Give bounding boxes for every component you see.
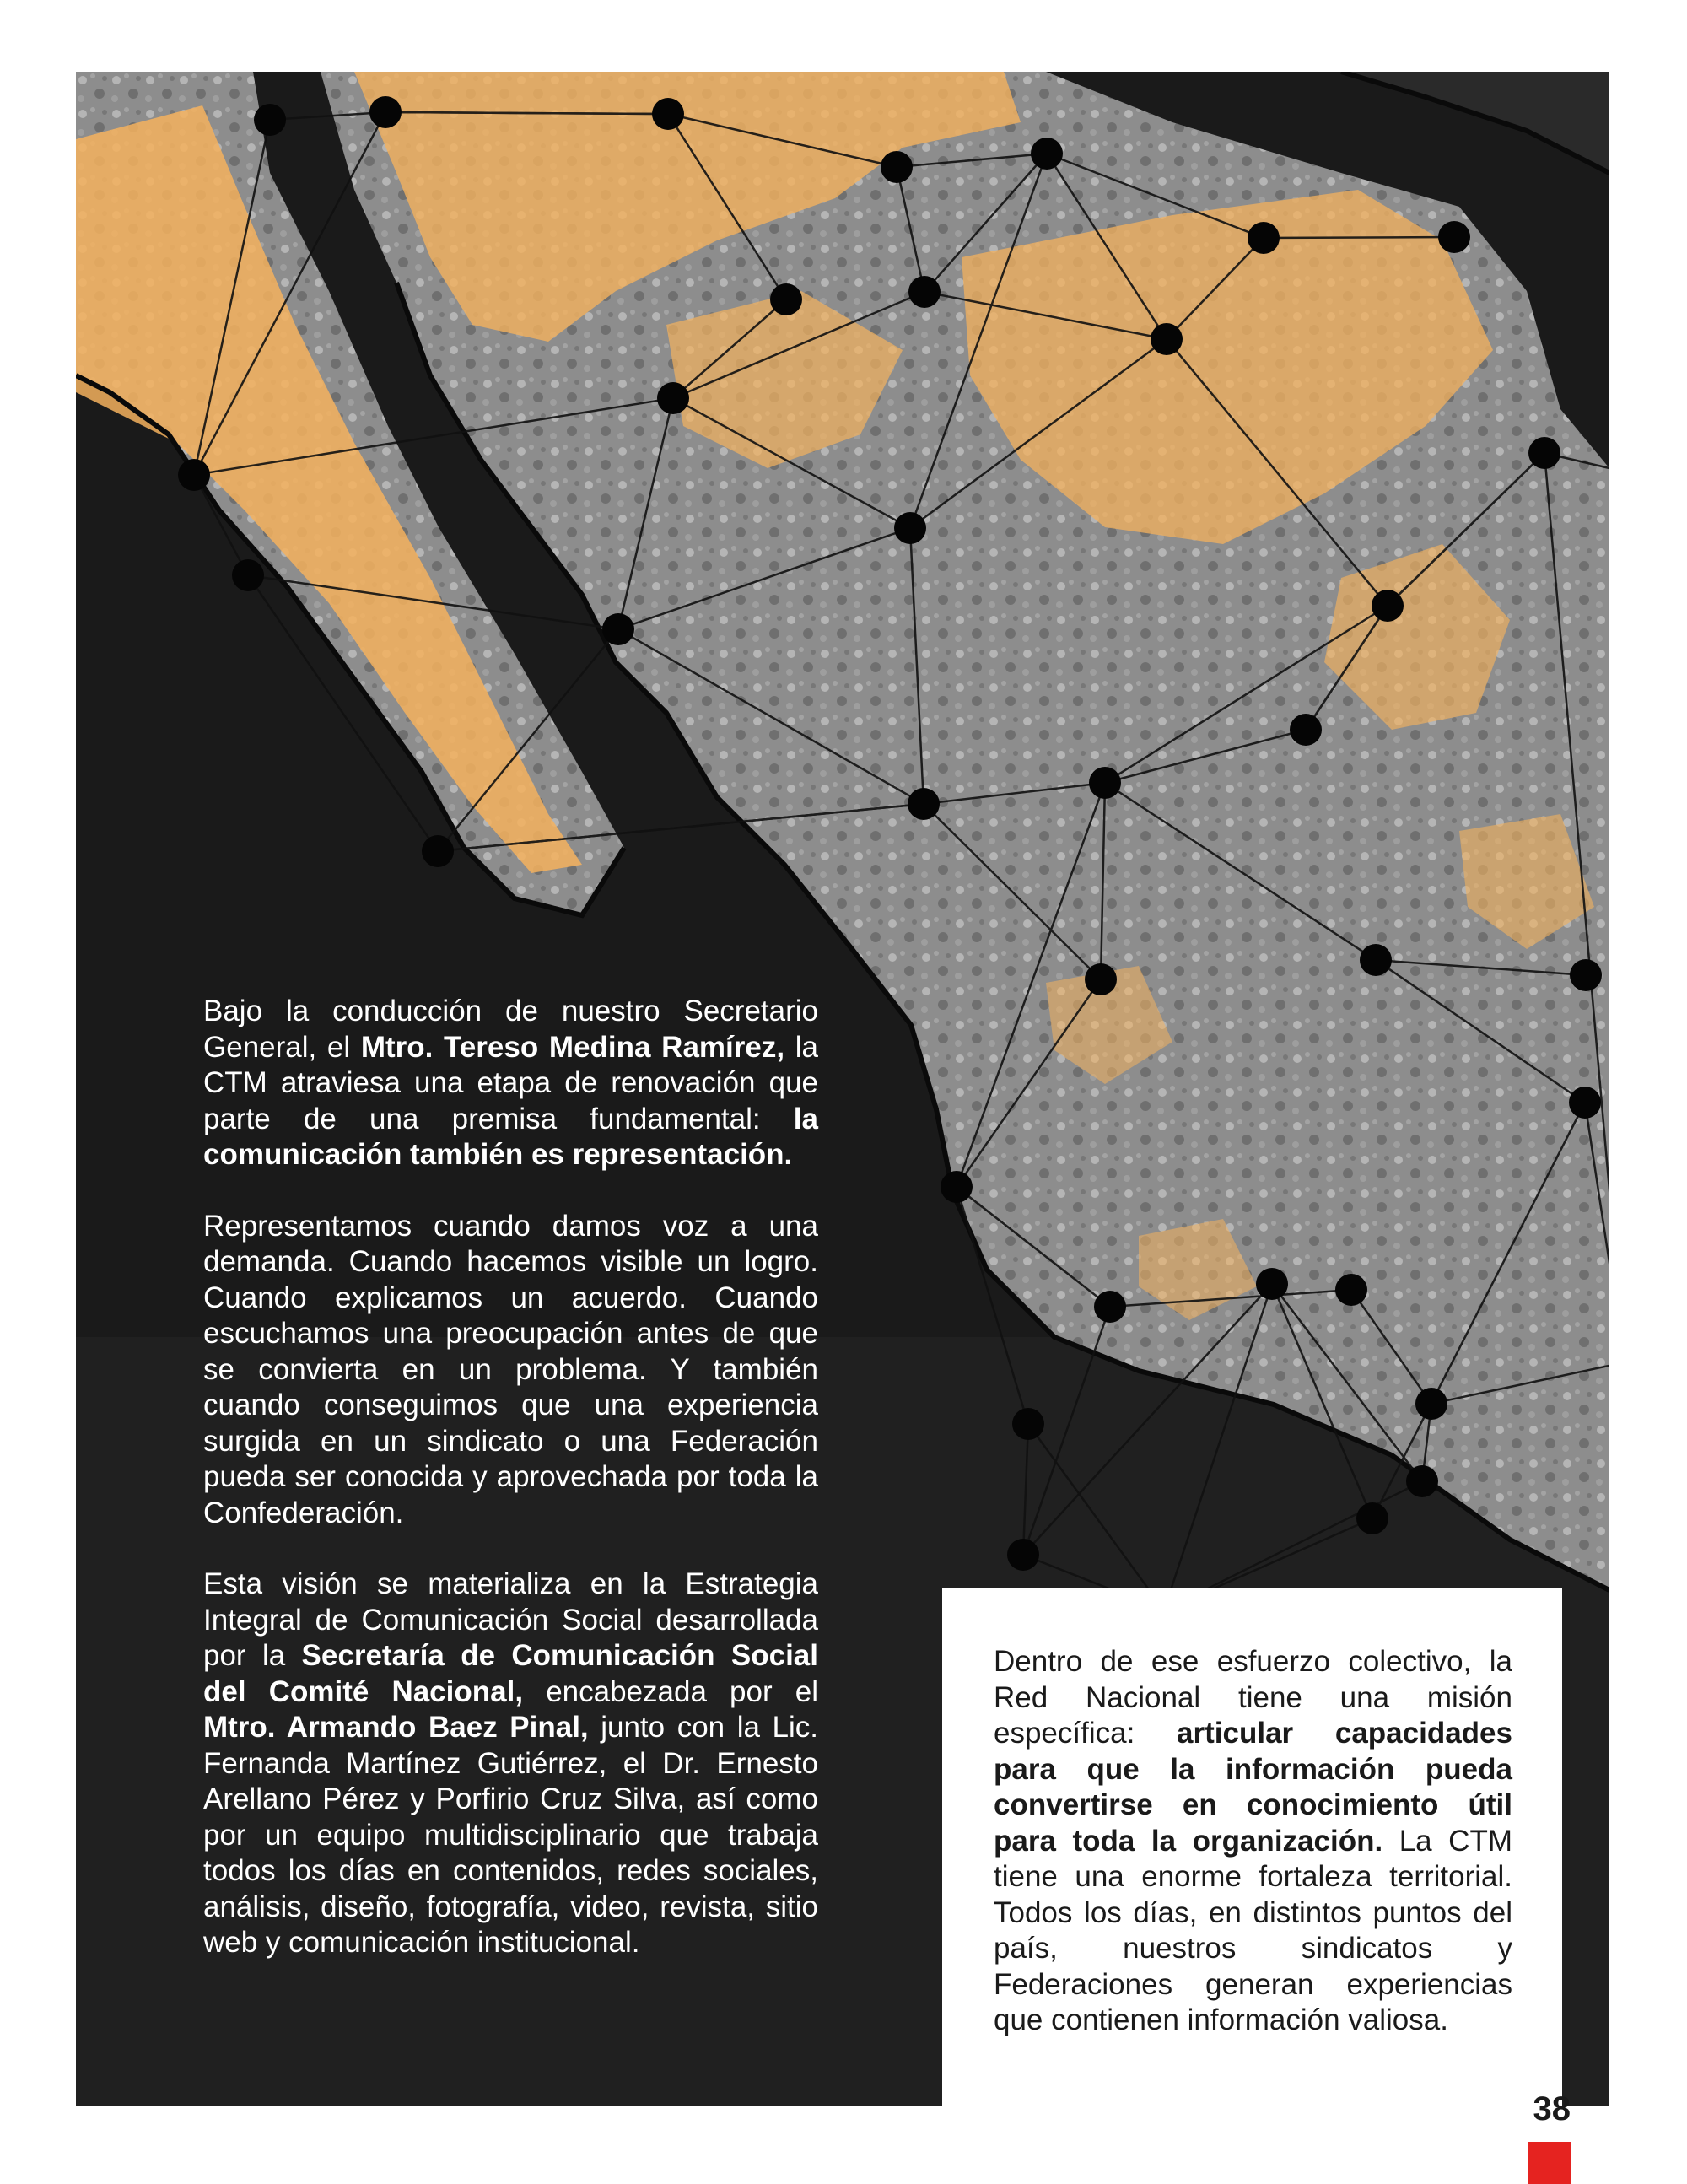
bold-name: Mtro. Tereso Medina Ramírez, (360, 1030, 785, 1064)
text-run: Esta visión se materializa en la Estrategia Integral de Comunicación Social desarrollada por la (203, 1567, 818, 1672)
paragraph-strategy (203, 1567, 818, 1961)
paragraph-representation: Representamos cuando damos voz a una demanda. Cuando hacemos visible un logro. Cuando explicamos un acuerdo. Cuando escuchamos una preocupación antes de que se convierta en un problema. Y también cuando conseguimos que una experiencia surgida en un sindicato o una Federación pueda ser conocida y aprovechada por toda la Confederación. (203, 1209, 818, 1529)
text-run: Bajo la conducción de nuestro Secretario General, el (203, 995, 818, 1064)
text-run: junto con la Lic. Fernanda Martínez Gutiérrez, el Dr. Ernesto Arellano Pérez y Porfirio Cruz Silva, así como por un equipo multidisciplinario que trabaja todos los días en contenidos, redes sociales, análisis, diseño, fotografía, video, revista, sitio web y comunicación institucional. (203, 1711, 818, 1959)
text-run: la CTM atraviesa una etapa de renovación que parte de una premisa fundamental: (203, 1030, 818, 1135)
bold-secretariat: Secretaría de Comunicación Social del Comité Nacional, (203, 1639, 818, 1708)
paragraph-intro (203, 994, 818, 1173)
card-paragraph (994, 1644, 1512, 2039)
bold-name: Mtro. Armando Baez Pinal, (203, 1711, 589, 1744)
accent-square (1528, 2142, 1571, 2184)
text-run: Dentro de ese esfuerzo colectivo, la Red Nacional tiene una misión específica: (994, 1645, 1512, 1750)
main-text-column (203, 994, 818, 1997)
bold-premise: la comunicación también es representación. (203, 1102, 818, 1171)
page-number: 38 (1533, 2090, 1571, 2127)
text-run: La CTM tiene una enorme fortaleza territorial. Todos los días, en distintos puntos del país, nuestros sindicatos y Federaciones generan experiencias que contienen información valiosa. (994, 1824, 1512, 2036)
text-run: encabezada por el (523, 1674, 818, 1708)
bold-mission: articular capacidades para que la información pueda convertirse en conocimiento útil para toda la organización. (994, 1717, 1512, 1858)
card-text (994, 1644, 1512, 2039)
